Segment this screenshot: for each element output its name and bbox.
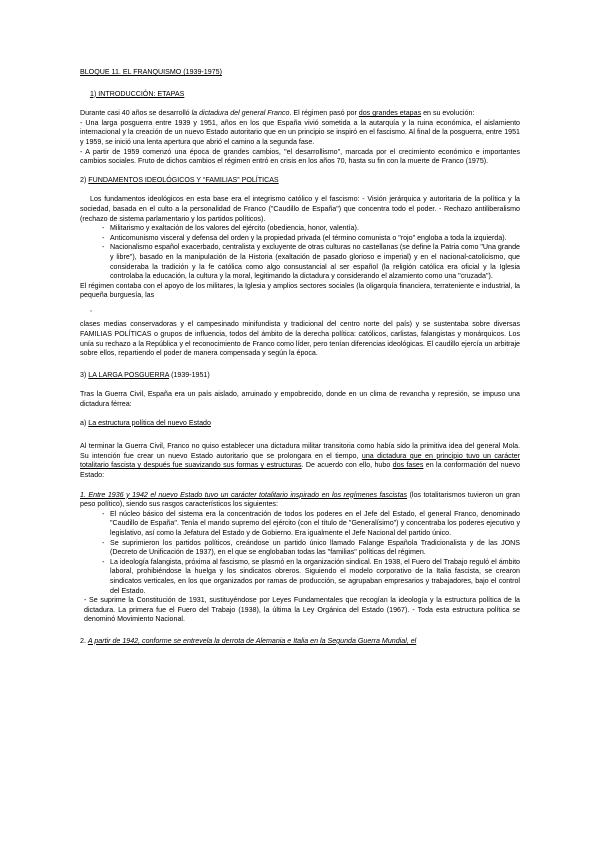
estructura-underline-2: dos fases (392, 461, 424, 470)
list-item: - Militarismo y exaltación de los valores del ejército (obediencia, honor, valentía). (94, 224, 520, 234)
fase-1-paragraph (80, 491, 520, 510)
posguerra-intro: Tras la Guerra Civil, España era un país aislado, arruinado y empobrecido, donde en un clima de revancha y represión, se impuso una dictadura férrea: (80, 390, 520, 409)
estructura-text-3: en la conformación del nuevo Estado: (80, 461, 520, 479)
etapa-2-text: - A partir de 1959 comenzó una época de grandes cambios, "el desarrollismo", marcada por el crecimiento económico e importantes cambios sociales. Fruto de dichos cambios el régimen entró en crisis en los años 70, hasta su fin con la muerte de Franco (1975). (80, 147, 520, 166)
stray-comma: , (90, 304, 92, 313)
list-item: - Nacionalismo español exacerbado, centralista y excluyente de otras culturas no castellanas (se define la Patria como "Una grande y libre"), basado en la manipulación de la Historia (exaltación de pasado glorioso e imperial) y en el nacional-catolicismo, que consideraba la tradición y la fe católica como algo consustancial al ser español (la religión católica era oficial y la Iglesia controlaba la educación, la cultura y la moral, legitimando la dictadura y considerando el alzamiento como una "cruzada"). (94, 243, 520, 281)
section-heading-text: 1) INTRODUCCIÓN: ETAPAS (90, 89, 185, 98)
estructura-text-2: . De acuerdo con ello, hubo (301, 461, 393, 470)
section-heading-posguerra (80, 371, 520, 381)
section-heading-text: LA LARGA POSGUERRA (88, 370, 170, 379)
list-item: - Se suprimieron los partidos políticos, creándose un partido único llamado Falange Española Tradicionalista y de las JONS (Decreto de Unificación de 1937), en el que se englobaban todas las "familias" políticas del régimen. (94, 539, 520, 558)
section-heading-fundamentos (80, 176, 520, 186)
fase-1-text: (los totalitarismos tuvieron un gran peso político), siendo sus rasgos característicos los siguientes: (80, 490, 520, 509)
fundamentos-intro: Los fundamentos ideológicos en esta base era el integrismo católico y el fascismo: - Visión jerárquica y autoritaria de la política y la sociedad, basada en el culto a la personalidad de Franco ("Caudillo de España") que concentra todo el poder. - Rechazo antiliberalismo (rechazo de sistema parlamentario y los partidos políticos). (80, 195, 520, 223)
section-heading-dates: (1939-1951) (169, 370, 210, 379)
fase-2-number: 2. (80, 636, 88, 645)
intro-text-2: . El régimen pasó por (289, 109, 359, 118)
intro-paragraph (80, 109, 520, 167)
intro-underline: dos grandes etapas (358, 109, 422, 118)
intro-text-3: en su evolución: (421, 109, 475, 118)
fase-2-heading: A partir de 1942, conforme se entrevela la derrota de Alemania e Italia en la Segunda Guerra Mundial, el (87, 636, 417, 645)
section-number: 3) (80, 370, 89, 379)
intro-text: Durante casi 40 años se desarrolló (80, 109, 192, 118)
list-item: - La ideología falangista, próxima al fascismo, se plasmó en la organización sindical. En 1938, el Fuero del Trabajo reguló el ámbito laboral, prohibiéndose la huelga y los sindicatos obreros. Siguiendo el modelo corporativo de la Italia fascista, se crearon sindicatos verticales, en los que organizados por ramas de producción, se agrupaban empresarios y trabajadores, bajo el control del Estado. (94, 558, 520, 596)
fase-1-list (80, 510, 520, 596)
section-heading-introduccion (90, 90, 520, 100)
etapa-1-text: - Una larga posguerra entre 1939 y 1951, años en los que España vivió sometida a la autarquía y la ruina económica, el aislamiento internacional y la creación de un nuevo Estado autoritario que en un principio se inspiró en el fascismo. Al final de la posguerra, entre 1951 y 1959, se inició una lenta apertura que abrió el camino a la segunda fase. (80, 118, 520, 146)
apoyo-paragraph-a: El régimen contaba con el apoyo de los militares, la Iglesia y amplios sectores sociales (la oligarquía financiera, terrateniente e industrial, la pequeña burguesía, las (80, 281, 520, 300)
fase-2-paragraph (80, 637, 520, 647)
estructura-underline: una dictadura que en principio tuvo un carácter totalitario fascista y después fue suavizando sus formas y estructuras (80, 451, 520, 470)
fase-1-heading: 1. Entre 1936 y 1942 el nuevo Estado tuvo un carácter totalitario inspirado en los regímenes fascistas (80, 490, 408, 499)
intro-emphasis: la dictadura del general Franco (191, 109, 290, 118)
estructura-text: Al terminar la Guerra Civil, Franco no quiso establecer una dictadura militar transitoria como había sido la primitiva idea del general Mola. Su intención fue crear un nuevo Estado autoritario que se prolongara en el tiempo, (80, 442, 520, 460)
estructura-paragraph (80, 442, 520, 480)
list-item: - Anticomunismo visceral y defensa del orden y la propiedad privada (el término comunista o "rojo" engloba a toda la izquierda). (94, 234, 520, 244)
document-title: BLOQUE 11. EL FRANQUISMO (1939-1975) (80, 68, 222, 76)
fundamentos-list (80, 224, 520, 282)
section-heading-text: FUNDAMENTOS IDEOLÓGICOS Y “FAMILIAS” POLÍTICAS (88, 175, 279, 184)
subsection-letter: a) (80, 418, 89, 427)
list-item: - El núcleo básico del sistema era la concentración de todos los poderes en el Jefe del Estado, el general Franco, denominado "Caudillo de España". Tenía el mando supremo del ejército (con el título de "Generalísimo") y concentraba los poderes ejecutivo y legislativo, así como la Jefatura del Estado y de Gobierno. Era igualmente el Jefe Nacional del partido único. (94, 510, 520, 539)
subsection-heading-text: La estructura política del nuevo Estado (88, 418, 211, 427)
constitucion-paragraph: - Se suprime la Constitución de 1931, sustituyéndose por Leyes Fundamentales que recogían la ideología y la estructura política de la dictadura. La primera fue el Fuero del Trabajo (1938), la última la Ley Orgánica del Estado (1967). - Toda esta estructura política se denominó Movimiento Nacional. (84, 596, 520, 624)
subsection-heading-estructura (80, 419, 520, 429)
apoyo-paragraph-b: clases medias conservadoras y el campesinado minifundista y tradicional del centro norte del país) y se sustentaba sobre diversas FAMILIAS POLÍTICAS o grupos de influencia, todos del ámbito de la derecha política: católicos, carlistas, falangistas y monárquicos. Los unía su rechazo a la República y el reconocimiento de Franco como líder, pero tenían diferencias ideológicas. El caudillo ejercía un arbitraje sobre ellos, repartiendo el poder de manera compensada y según la época. (80, 320, 520, 358)
section-number: 2) (80, 175, 89, 184)
